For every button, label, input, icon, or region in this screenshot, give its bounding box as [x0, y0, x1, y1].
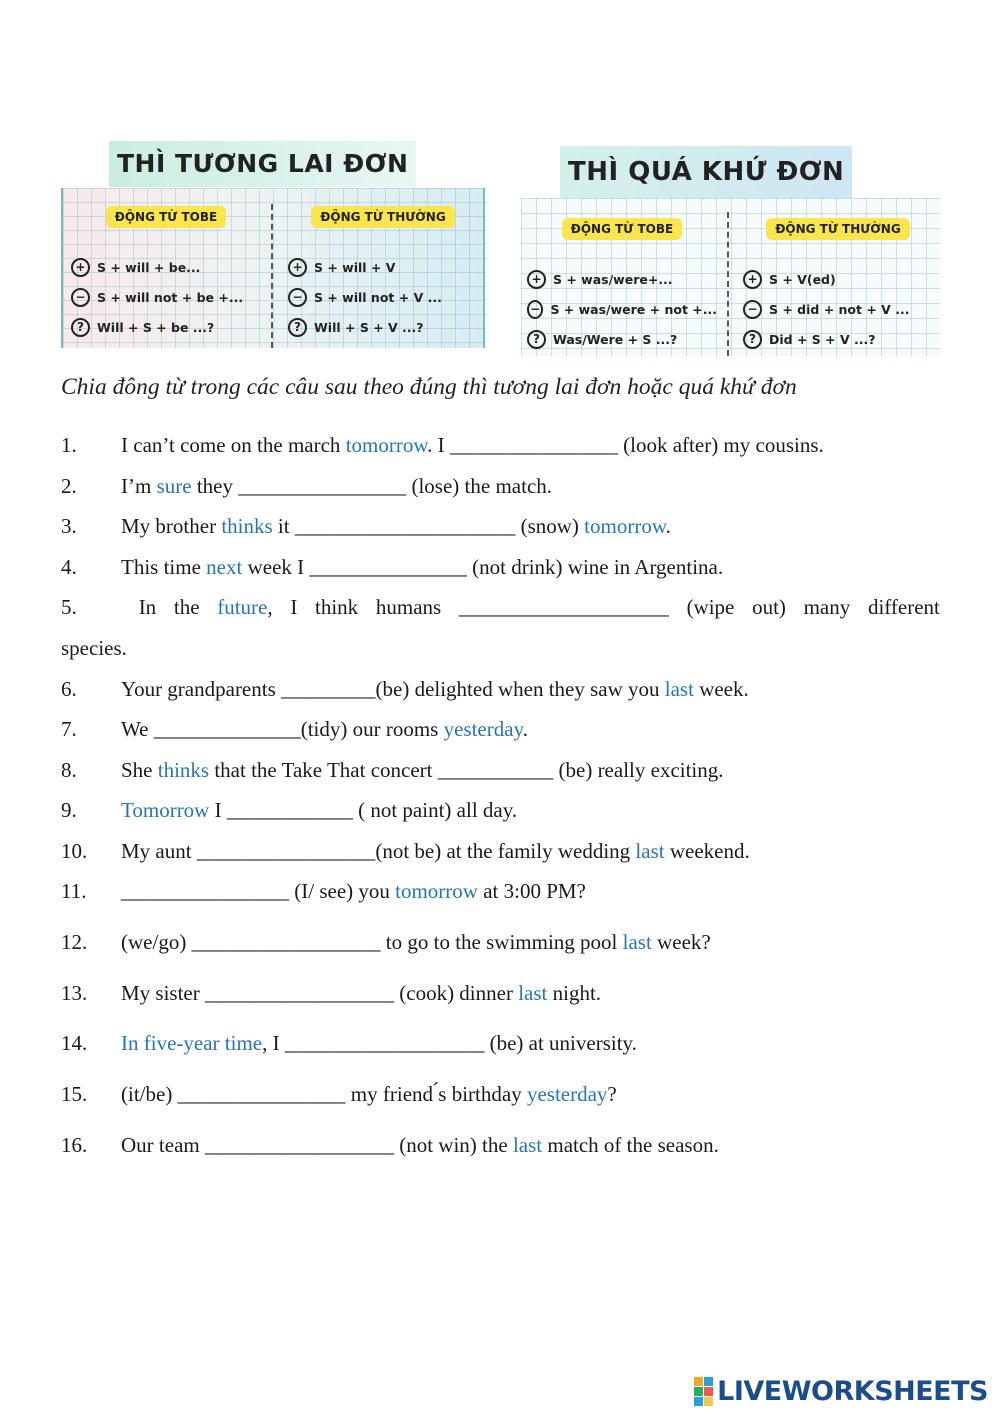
- text-run: I can’t come on the march: [121, 433, 346, 457]
- question-number: 6.: [61, 677, 77, 701]
- question-number: 12.: [61, 930, 88, 954]
- question-number: 13.: [61, 981, 88, 1005]
- question-text: [121, 1082, 617, 1106]
- column-heading: ĐỘNG TỪ THƯỜNG: [766, 218, 909, 240]
- rule-text: S + did + not + V ...: [769, 301, 910, 317]
- question-text: [121, 879, 586, 903]
- text-run: at 3:00 PM?: [477, 879, 586, 903]
- text-run: match of the season.: [542, 1133, 719, 1157]
- question-text: [121, 839, 750, 863]
- question-text: [121, 1031, 637, 1055]
- rule-positive: [288, 252, 478, 282]
- column-heading: ĐỘNG TỪ THƯỜNG: [311, 206, 454, 228]
- question-number: 2.: [61, 474, 77, 498]
- question-text: [121, 555, 723, 579]
- card-title: THÌ TƯƠNG LAI ĐƠN: [109, 141, 416, 187]
- question-text: [121, 930, 711, 954]
- cue-word: future,: [217, 595, 273, 619]
- question-circle-icon: ?: [288, 318, 307, 337]
- question-number: 9.: [61, 798, 77, 822]
- text-run: .: [522, 717, 528, 741]
- question-text: [121, 677, 749, 701]
- text-run: out): [752, 595, 786, 619]
- cue-word: Tomorrow: [121, 798, 210, 822]
- plus-circle-icon: +: [288, 258, 307, 277]
- cue-word: last: [635, 839, 665, 863]
- text-run: , I ___________________ (be) at university.: [262, 1031, 637, 1055]
- rule-question: [527, 324, 717, 354]
- text-run: Your grandparents _________(be) delighted when they saw you: [121, 677, 665, 701]
- card-divider: [727, 212, 729, 356]
- text-run: week I _______________ (not drink) wine in Argentina.: [242, 555, 724, 579]
- text-run: think: [315, 595, 359, 619]
- text-run: humans: [375, 595, 442, 619]
- question-circle-icon: ?: [743, 330, 762, 349]
- cue-word: thinks: [221, 514, 273, 538]
- question-number: 8.: [61, 758, 77, 782]
- text-run: ____________________: [458, 595, 669, 619]
- plus-circle-icon: +: [743, 270, 762, 289]
- cue-word: last: [664, 677, 694, 701]
- question-number: 4.: [61, 555, 77, 579]
- card-title: THÌ QUÁ KHỨ ĐƠN: [560, 146, 852, 198]
- question-number: 7.: [61, 717, 77, 741]
- cue-word: yesterday: [526, 1082, 608, 1106]
- cue-word: tomorrow: [584, 514, 666, 538]
- question-circle-icon: ?: [71, 318, 90, 337]
- liveworksheets-logo[interactable]: [694, 1376, 988, 1406]
- rule-text: Was/Were + S ...?: [553, 331, 678, 347]
- text-run: In: [138, 595, 157, 619]
- text-run: She: [121, 758, 158, 782]
- cue-word: last: [518, 981, 548, 1005]
- rule-question: [288, 312, 478, 342]
- rule-question: [743, 324, 933, 354]
- text-run: This time: [121, 555, 207, 579]
- question-text: [121, 981, 601, 1005]
- instruction: Chia đông từ trong các câu sau theo đúng thì tương lai đơn hoặc quá khứ đơn: [61, 374, 797, 400]
- minus-circle-icon: −: [71, 288, 90, 307]
- text-run: . I ________________ (look after) my cousins.: [427, 433, 824, 457]
- question-line: [61, 595, 940, 619]
- text-run: week?: [651, 930, 711, 954]
- future-simple-card: [61, 138, 485, 348]
- text-run: I ____________ ( not paint) all day.: [209, 798, 518, 822]
- text-run: Our team __________________ (not win) the: [121, 1133, 513, 1157]
- rule-text: S + was/were + not +...: [550, 301, 717, 317]
- question-number: 3.: [61, 514, 77, 538]
- tobe-column: [527, 218, 717, 354]
- rule-positive: [71, 252, 261, 282]
- text-run: the: [173, 595, 200, 619]
- card-divider: [271, 204, 273, 348]
- past-simple-card: [521, 146, 940, 356]
- rule-text: S + will + V: [314, 259, 396, 275]
- text-run: (we/go) __________________ to go to the swimming pool: [121, 930, 623, 954]
- question-number: 10.: [61, 839, 88, 863]
- text-run: I: [290, 595, 298, 619]
- rule-text: S + will not + V ...: [314, 289, 442, 305]
- logo-text: LIVEWORKSHEETS: [717, 1375, 988, 1407]
- rule-text: Will + S + be ...?: [97, 319, 215, 335]
- question-number: 1.: [61, 433, 77, 457]
- rule-negative: [288, 282, 478, 312]
- question-text: [121, 798, 517, 822]
- rule-positive: [743, 264, 933, 294]
- cue-word: tomorrow: [395, 879, 478, 903]
- rule-negative: [527, 294, 717, 324]
- liveworksheets-grid-icon: [694, 1377, 713, 1406]
- column-heading: ĐỘNG TỪ TOBE: [562, 218, 682, 240]
- cue-word: next: [206, 555, 243, 579]
- question-text: [121, 758, 724, 782]
- question-text: [121, 474, 552, 498]
- cue-word: sure: [156, 474, 192, 498]
- text-run: My aunt _________________(not be) at the family wedding: [121, 839, 636, 863]
- text-run: My brother: [121, 514, 222, 538]
- text-run: week.: [693, 677, 749, 701]
- rule-text: Will + S + V ...?: [314, 319, 424, 335]
- question-text: [121, 1133, 719, 1157]
- text-run: (wipe: [686, 595, 735, 619]
- question-text: [121, 433, 824, 457]
- text-run: they ________________ (lose) the match.: [191, 474, 553, 498]
- rule-negative: [71, 282, 261, 312]
- rule-text: Did + S + V ...?: [769, 331, 876, 347]
- question-number: 16.: [61, 1133, 88, 1157]
- rule-text: S + V(ed): [769, 271, 836, 287]
- minus-circle-icon: −: [743, 300, 762, 319]
- text-run: ________________ (I/ see) you: [121, 879, 396, 903]
- regular-verb-column: [288, 206, 478, 342]
- question-number: 11.: [61, 879, 87, 903]
- question-number: 5.: [61, 595, 77, 619]
- cue-word: thinks: [157, 758, 210, 782]
- tobe-column: [71, 206, 261, 342]
- rule-text: S + was/were+...: [553, 271, 673, 287]
- minus-circle-icon: −: [288, 288, 307, 307]
- text-run: night.: [547, 981, 602, 1005]
- rule-text: S + will + be...: [97, 259, 201, 275]
- text-run: different: [867, 595, 940, 619]
- regular-verb-column: [743, 218, 933, 354]
- plus-circle-icon: +: [71, 258, 90, 277]
- text-run: (it/be) ________________ my friend ́s birthday: [121, 1082, 527, 1106]
- minus-circle-icon: −: [527, 300, 543, 319]
- text-run: weekend.: [664, 839, 750, 863]
- cue-word: last: [622, 930, 652, 954]
- text-run: .: [665, 514, 671, 538]
- text-run: We ______________(tidy) our rooms: [121, 717, 444, 741]
- question-number: 14.: [61, 1031, 88, 1055]
- text-run: it _____________________ (snow): [272, 514, 585, 538]
- text-run: My sister __________________ (cook) dinner: [121, 981, 519, 1005]
- question-text: [121, 514, 671, 538]
- cue-word: yesterday: [443, 717, 523, 741]
- text-run: many: [803, 595, 851, 619]
- plus-circle-icon: +: [527, 270, 546, 289]
- question-line-continued: species.: [61, 636, 127, 660]
- question-number: 15.: [61, 1082, 88, 1106]
- question-circle-icon: ?: [527, 330, 546, 349]
- text-run: ?: [607, 1082, 617, 1106]
- text-run: I’m: [121, 474, 157, 498]
- rule-negative: [743, 294, 933, 324]
- column-heading: ĐỘNG TỪ TOBE: [106, 206, 226, 228]
- cue-word: tomorrow: [345, 433, 428, 457]
- rule-text: S + will not + be +...: [97, 289, 244, 305]
- rule-positive: [527, 264, 717, 294]
- rule-question: [71, 312, 261, 342]
- text-run: that the Take That concert ___________ (be) really exciting.: [209, 758, 724, 782]
- cue-word: last: [512, 1133, 543, 1157]
- question-text: [121, 717, 528, 741]
- cue-word: In five-year time: [121, 1031, 263, 1055]
